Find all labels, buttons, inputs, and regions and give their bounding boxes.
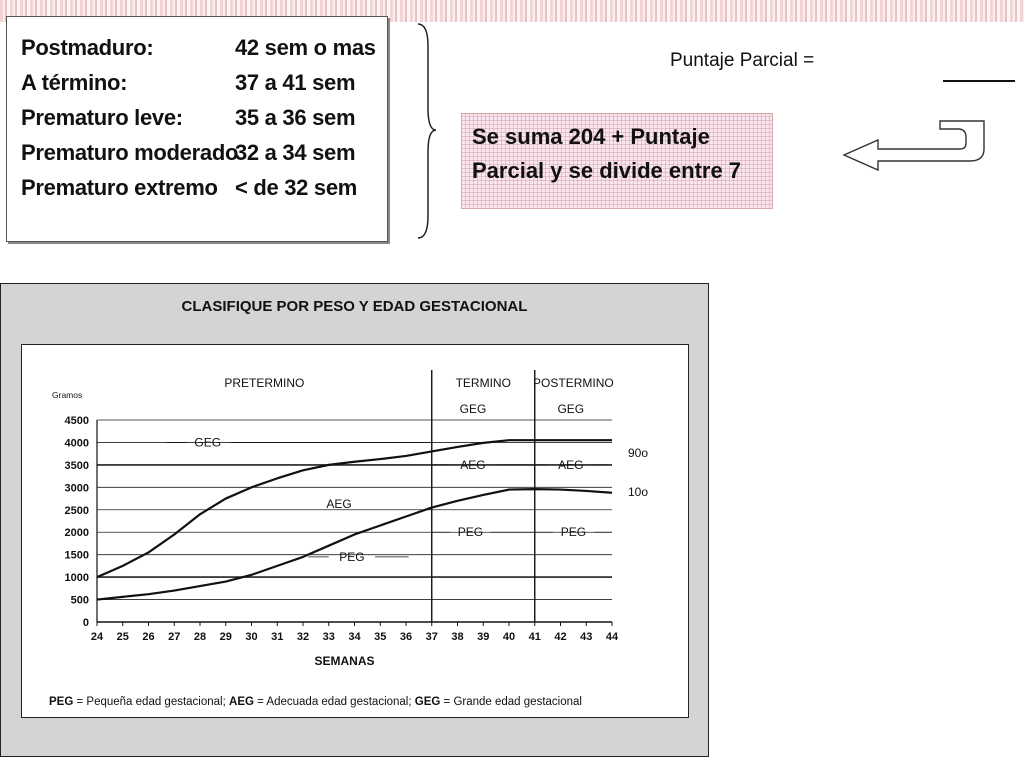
curly-brace-icon (414, 22, 438, 242)
instruction-line-1: Se suma 204 + Puntaje (472, 124, 710, 149)
region-label: AEG (326, 497, 352, 512)
x-tick-label: 29 (219, 631, 232, 643)
y-tick-label: 4500 (64, 415, 89, 427)
legend-aeg-abbr: AEG (229, 696, 254, 708)
age-row-prematuro-leve (21, 105, 356, 131)
growth-chart-frame (0, 283, 709, 757)
x-tick-label: 25 (116, 631, 129, 643)
age-row-label: Prematuro moderado (21, 140, 239, 165)
region-label: GEG (194, 435, 222, 450)
x-tick-label: 41 (528, 631, 541, 643)
region-label: AEG (558, 457, 584, 472)
y-tick-label: 2500 (64, 504, 89, 517)
partial-score-blank (943, 80, 1015, 82)
curve-label-90: 90o (628, 446, 649, 461)
age-row-termino (21, 70, 356, 96)
y-tick-label: 3000 (64, 482, 89, 495)
zone-label: POSTERMINO (533, 376, 614, 390)
x-tick-label: 37 (425, 631, 438, 643)
instruction-line-2: Parcial y se divide entre 7 (472, 158, 742, 183)
score-instruction-box (461, 113, 773, 209)
region-label: PEG (339, 549, 365, 564)
y-tick-label: 1500 (64, 549, 89, 562)
y-tick-label: 0 (82, 617, 89, 629)
curve-label-10: 10o (628, 484, 649, 499)
age-row-label: A término: (21, 70, 128, 95)
age-row-value: < de 32 sem (235, 175, 358, 200)
x-tick-label: 39 (477, 631, 490, 643)
age-row-value: 37 a 41 sem (235, 70, 356, 95)
gestational-age-table (6, 16, 388, 242)
legend-aeg-text: = Adecuada edad gestacional; (257, 696, 412, 708)
x-tick-label: 24 (90, 631, 104, 643)
age-row-label: Postmaduro: (21, 35, 154, 60)
x-axis-label: SEMANAS (314, 654, 375, 668)
partial-score-label: Puntaje Parcial = (670, 50, 815, 71)
x-tick-label: 30 (245, 631, 258, 643)
legend-peg-abbr: PEG (49, 696, 74, 708)
y-tick-label: 1000 (64, 572, 89, 585)
x-tick-label: 28 (193, 631, 207, 643)
y-tick-label: 500 (70, 594, 89, 607)
x-tick-label: 40 (502, 631, 516, 643)
y-axis-label: Gramos (52, 390, 83, 400)
x-tick-label: 26 (142, 631, 155, 643)
y-tick-label: 2000 (64, 527, 89, 540)
x-tick-label: 42 (554, 631, 567, 643)
age-row-postmaduro (21, 35, 376, 61)
x-tick-label: 34 (348, 631, 361, 643)
growth-chart (22, 345, 688, 717)
region-label: AEG (460, 457, 486, 472)
age-row-label: Prematuro extremo (21, 175, 218, 200)
zone-label: TERMINO (455, 376, 511, 390)
chart-panel (21, 344, 689, 718)
x-tick-label: 36 (399, 631, 413, 643)
age-row-value: 42 sem o mas (235, 35, 376, 60)
y-tick-label: 3500 (64, 459, 89, 472)
age-row-label: Prematuro leve: (21, 105, 183, 130)
region-label: PEG (560, 525, 587, 540)
chart-legend (49, 696, 582, 708)
chart-title: CLASIFIQUE POR PESO Y EDAD GESTACIONAL (181, 298, 528, 315)
zone-subtitle: GEG (459, 402, 487, 416)
y-tick-label: 4000 (64, 437, 89, 450)
curved-arrow-icon (838, 115, 988, 175)
x-tick-label: 44 (605, 631, 619, 643)
age-row-prematuro-extremo (21, 175, 358, 201)
x-tick-label: 32 (296, 631, 310, 643)
x-tick-label: 27 (168, 631, 181, 643)
legend-peg-text: = Pequeña edad gestacional; (76, 696, 226, 708)
age-row-value: 35 a 36 sem (235, 105, 356, 130)
age-row-prematuro-moderado (21, 140, 356, 166)
x-tick-label: 38 (451, 631, 464, 643)
x-tick-label: 35 (374, 631, 387, 643)
x-tick-label: 31 (271, 631, 284, 643)
x-tick-label: 33 (322, 631, 335, 643)
legend-geg-text: = Grande edad gestacional (443, 696, 582, 708)
zone-subtitle: GEG (557, 402, 585, 416)
region-label: PEG (457, 525, 484, 540)
legend-geg-abbr: GEG (414, 696, 441, 708)
x-tick-label: 43 (580, 631, 593, 643)
age-row-value: 32 a 34 sem (235, 140, 356, 165)
zone-label: PRETERMINO (224, 376, 305, 390)
